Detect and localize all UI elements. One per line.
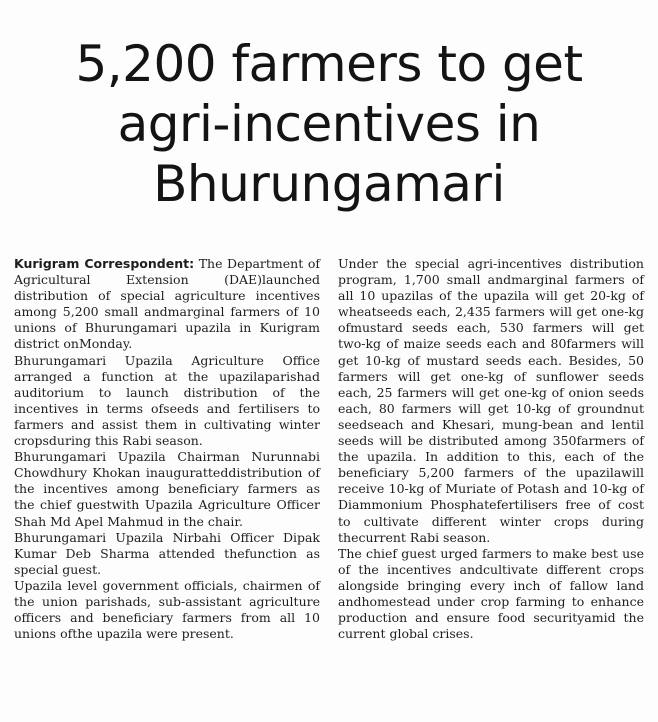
lead-paragraph [14,256,320,353]
article-headline: 5,200 farmers to get agri-incentives in Bhurungamari [75,35,583,213]
body-paragraph: Upazila level government officials, chairmen of the union parishads, sub-assistant agriculture officers and beneficiary farmers from all 10 unions ofthe upazila were present. [14,577,320,642]
body-paragraph: Under the special agri-incentives distribution program, 1,700 small andmarginal farmers of all 10 upazilas of the upazila will get 20-kg of wheatseeds each, 2,435 farmers will get one-kg ofmustard seeds each, 530 farmers will get two-kg of maize seeds each and 80farmers will get 10-kg of mustard seeds each. Besides, 50 farmers will get one-kg of sunflower seeds each, 25 farmers will get one-kg of onion seeds each, 80 farmers will get 10-kg of groundnut seedseach and Khesari, mung-bean and lentil seeds will be distributed among 350farmers of the upazila. In addition to this, each of the beneficiary 5,200 farmers of the upazilawill receive 10-kg of Muriate of Potash and 10-kg of Diammonium Phosphatefertilisers free of cost to cultivate different winter crops during thecurrent Rabi season. [338,256,644,545]
body-paragraph: Bhurungamari Upazila Chairman Nurunnabi Chowdhury Khokan inauguratteddistribution of the incentives among beneficiary farmers as the chief guestwith Upazila Agriculture Officer Shah Md Apel Mahmud in the chair. [14,449,320,529]
body-paragraph: Bhurungamari Upazila Agriculture Office arranged a function at the upazilaparishad auditorium to launch distribution of the incentives in terms ofseeds and fertilisers to farmers and assist them in cultivating winter cropsduring this Rabi season. [14,352,320,449]
article-body [14,256,644,642]
body-paragraph: Bhurungamari Upazila Nirbahi Officer Dipak Kumar Deb Sharma attended thefunction as special guest. [14,529,320,577]
right-column [338,256,644,642]
byline: Kurigram Correspondent: [14,256,195,271]
body-paragraph: The chief guest urged farmers to make best use of the incentives andcultivate different crops alongside bringing every inch of fallow land andhomestead under crop farming to enhance production and ensure food securityamid the current global crises. [338,545,644,642]
lead-text: The Department of Agricultural Extension (DAE)launched distribution of special agriculture incentives among 5,200 small andmarginal farmers of 10 unions of Bhurungamari upazila in Kurigram district onMonday. [14,256,320,352]
left-column [14,256,320,642]
